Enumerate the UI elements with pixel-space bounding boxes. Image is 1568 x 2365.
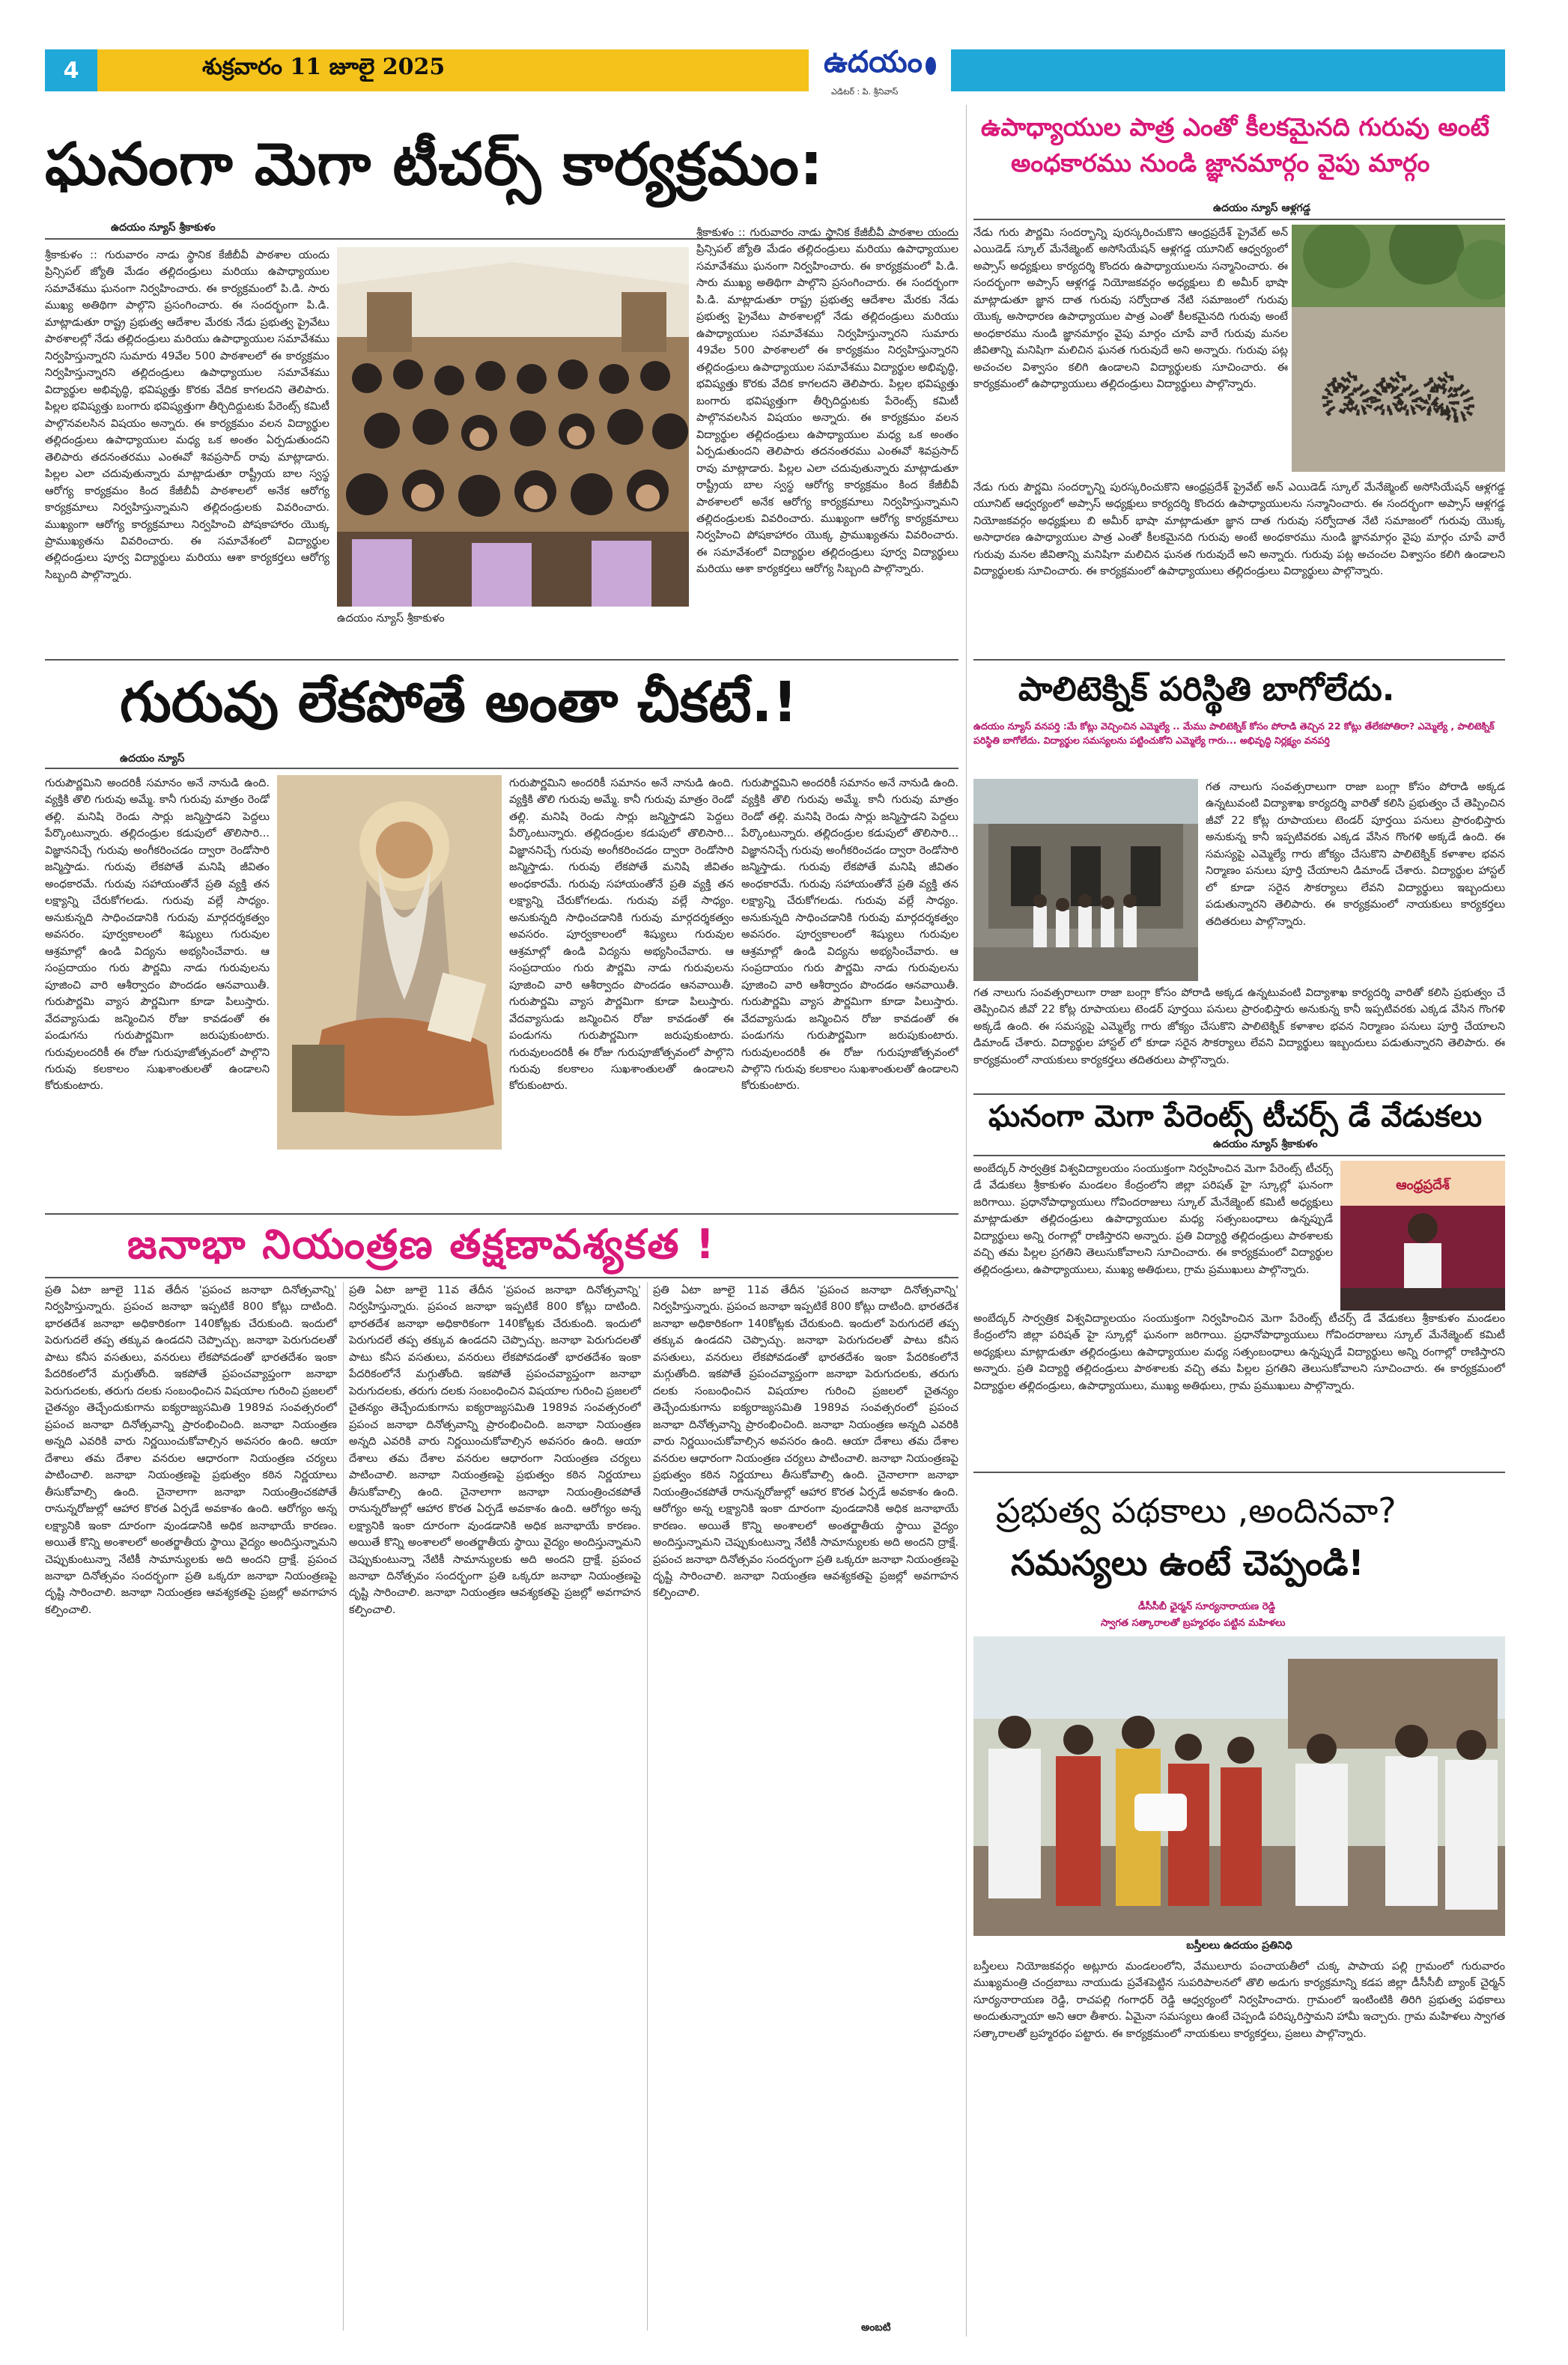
story3-col1: గురుపౌర్ణమిని అందరికీ సమానం అనే నానుడి ఉంది. వ్యక్తికి తొలి గురువు అమ్మే. కానీ గురువు మాత్రం రెండో తల్లి. మనిషి రెండు సార్లు జన్మిస్తాడని పెద్దలు పేర్కొంటున్నారు. తల్లిదండ్రుల కడుపులో తొలిసారి... విజ్ఞాననిచ్చే గురువు అంగీకరించడం ద్వారా రెండోసారి జన్మిస్తాడు. గురువు లేకపోతే మనిషి జీవితం అంధకారమే. గురువు సహాయంతోనే ప్రతి వ్యక్తి తన లక్ష్యాన్ని చేరుకోగలడు. గురువు వల్లే సాధ్యం. అనుకున్నది సాధించడానికి గురువు మార్గదర్శకత్వం అవసరం. పూర్వకాలంలో శిష్యులు గురువుల ఆశ్రమాల్లో ఉండి విద్యను అభ్యసించేవారు. ఆ సంప్రదాయం గురు పౌర్ణమి నాడు గురువులను పూజించి వారి ఆశీర్వాదం పొందడం ఆనవాయితీ. గురుపౌర్ణమి వ్యాస పౌర్ణమిగా కూడా పిలుస్తారు. వేదవ్యాసుడు జన్మించిన రోజు కావడంతో ఈ పండుగను గురుపౌర్ణమిగా జరుపుకుంటారు. గురువులందరికీ ఈ రోజు గురుపూజోత్సవంలో పాల్గొని గురువు కలకాలం సుఖశాంతులతో ఉండాలని కోరుకుంటారు.: [45, 777, 270, 1093]
sage-painting-svg: [277, 775, 502, 1150]
story7-headline-line1: ప్రభుత్వ పథకాలు ,అందినవా?: [996, 1490, 1397, 1531]
story2-headline-line2: అంధకారము నుండి జ్ఞానమార్గం వైపు మార్గం: [1011, 148, 1430, 177]
story3-col3: గురుపౌర్ణమిని అందరికీ సమానం అనే నానుడి ఉంది. వ్యక్తికి తొలి గురువు అమ్మే. కానీ గురువు మాత్రం రెండో తల్లి. మనిషి రెండు సార్లు జన్మిస్తాడని పెద్దలు పేర్కొంటున్నారు. తల్లిదండ్రుల కడుపులో తొలిసారి... విజ్ఞాననిచ్చే గురువు అంగీకరించడం ద్వారా రెండోసారి జన్మిస్తాడు. గురువు లేకపోతే మనిషి జీవితం అంధకారమే. గురువు సహాయంతోనే ప్రతి వ్యక్తి తన లక్ష్యాన్ని చేరుకోగలడు. గురువు వల్లే సాధ్యం. అనుకున్నది సాధించడానికి గురువు మార్గదర్శకత్వం అవసరం. పూర్వకాలంలో శిష్యులు గురువుల ఆశ్రమాల్లో ఉండి విద్యను అభ్యసించేవారు. ఆ సంప్రదాయం గురు పౌర్ణమి నాడు గురువులను పూజించి వారి ఆశీర్వాదం పొందడం ఆనవాయితీ. గురుపౌర్ణమి వ్యాస పౌర్ణమిగా కూడా పిలుస్తారు. వేదవ్యాసుడు జన్మించిన రోజు కావడంతో ఈ పండుగను గురుపౌర్ణమిగా జరుపుకుంటారు. గురువులందరికీ ఈ రోజు గురుపూజోత్సవంలో పాల్గొని గురువు కలకాలం సుఖశాంతులతో ఉండాలని కోరుకుంటారు.: [741, 777, 958, 1093]
story3-byline: ఉదయం న్యూస్: [120, 753, 185, 765]
classroom-photo-svg: [337, 247, 689, 607]
story7-byline-line1: డీసీసీబీ ఛైర్మన్ సూర్యనారాయణ రెడ్డి: [1138, 1601, 1276, 1612]
story1-col2-lower: [337, 610, 689, 652]
story5-col1: అంబేద్కర్ సార్వత్రిక విశ్వవిద్యాలయం సంయుక్తంగా నిర్వహించిన మెగా పేరెంట్స్ టీచర్స్ డే వేడుకలు శ్రీకాకుళం మండలం కేంద్రంలోని జిల్లా పరిషత్ హై స్కూల్లో ఘనంగా జరిగాయి. ప్రధానోపాధ్యాయులు గోవిందరాజులు స్కూల్ మేనేజ్మెంట్ కమిటీ అధ్యక్షులు మాట్లాడుతూ తల్లిదండ్రులు ఉపాధ్యాయుల మధ్య సత్సంబంధాలు ఉన్నప్పుడే విద్యార్థులు అన్ని రంగాల్లో రాణిస్తారని అన్నారు. ప్రతి విద్యార్థి తల్లిదండ్రులు పాఠశాలకు వచ్చి తమ పిల్లల ప్రగతిని తెలుసుకోవాలని సూచించారు. ఈ కార్యక్రమంలో విద్యార్థుల తల్లిదండ్రులు, ఉపాధ్యాయులు, ముఖ్య అతిథులు, గ్రామ ప్రముఖులు పాల్గొన్నారు.: [973, 1163, 1333, 1276]
masthead-logo: [824, 46, 936, 85]
stones-text: గురువు: [1322, 363, 1474, 425]
story4-col-full: గత నాలుగు సంవత్సరాలుగా రాజా బంగ్లా కోసం పోరాడి అక్కడ ఉన్నటువంటి విద్యాశాఖ కార్యదర్శి వారితో కలిసి ప్రభుత్వం చే తెప్పించిన జీవో 22 కోట్ల రూపాయలు టెండర్ పూర్తయి పనులు ప్రారంభిస్తారు అనుకున్న కానీ ఇప్పటివరకు ఎక్కడ వేసిన గొంగళి అక్కడే ఉంది. ఈ సమస్యపై ఎమ్మెల్యే గారు జోక్యం చేసుకొని పాలిటెక్నిక్ కళాశాల భవన నిర్మాణం పనులు పూర్తి చేయాలని డిమాండ్ చేశారు. విద్యార్థుల హాస్టల్ లో కూడా సరైన సౌకర్యాలు లేవని విద్యార్థులు ఇబ్బందులు పడుతున్నారని తెలిపారు. ఈ కార్యక్రమంలో నాయకులు కార్యకర్తలు తదితరులు పాల్గొన్నారు.: [973, 987, 1505, 1066]
banner-text: ఆంధ్రప్రదేశ్: [1396, 1177, 1450, 1193]
story3-headline: గురువు లేకపోతే అంతా చీకటే.!: [120, 670, 798, 735]
page-number: 4: [45, 49, 97, 91]
story7-body: బస్తీలలు నియోజకవర్గం అట్లూరు మండలంలోని, వేములూరు పంచాయతీలో చుక్క పాపాయ పల్లి గ్రామంలో గురువారం ముఖ్యమంత్రి చంద్రబాబు నాయుడు ప్రవేశపెట్టిన సుపరిపాలనలో తొలి అడుగు కార్యక్రమాన్ని కడప జిల్లా డీసీసీబీ బ్యాంక్ చైర్మన్ సూర్యనారాయణ రెడ్డి, రాచపల్లి గంగాధర్ రెడ్డి ఆధ్వర్యంలో నిర్వహించారు. గ్రామంలో ఇంటింటికి తిరిగి ప్రభుత్వ పథకాలు అందుతున్నాయా అని ఆరా తీశారు. ఏమైనా సమస్యలు ఉంటే చెప్పండి పరిష్కరిస్తామని హామీ ఇచ్చారు. గ్రామ మహిళలు స్వాగత సత్కారాలతో బ్రహ్మరథం పట్టారు. ఈ కార్యక్రమంలో నాయకులు కార్యకర్తలు, ప్రజలు పాల్గొన్నారు.: [973, 1961, 1505, 2040]
story2-col-full: నేడు గురు పౌర్ణమి సందర్భాన్ని పురస్కరించుకొని ఆంధ్రప్రదేశ్ ప్రైవేట్ అన్ ఎయిడెడ్ స్కూల్ మేనేజ్మెంట్ అసోసియేషన్ ఆళ్లగడ్డ యూనిట్ ఆధ్వర్యంలో అప్సాస్ అధ్యక్షులు కార్యదర్శి కొందరు ఉపాధ్యాయులను సన్మానించారు. ఈ సందర్భంగా అప్సాస్ ఆళ్లగడ్డ నియోజకవర్గం అధ్యక్షులు బి అమీర్ భాషా మాట్లాడుతూ జ్ఞాన దాత గురువు సర్వోదాత నేటి సమాజంలో గురువు యొక్క అసాధారణ ఉపాధ్యాయుల పాత్ర ఎంతో కీలకమైనది గురువు అంటే అంధకారము నుండి జ్ఞానమార్గం వైపు మార్గం చూపే వారే గురువు మనల జీవితాన్ని మనిషిగా మలిచిన ఘనత గురువుదే అని అన్నారు. గురువు పట్ల అచంచల విశ్వాసం కలిగి ఉండాలని విద్యార్థులకు సూచించారు. ఈ కార్యక్రమంలో ఉపాధ్యాయులు తల్లిదండ్రులు విద్యార్థులు పాల్గొన్నారు.: [973, 482, 1505, 578]
story5-byline: ఉదయం న్యూస్ శ్రీకాకుళం: [1213, 1138, 1318, 1150]
speaker-photo-svg: [1340, 1161, 1505, 1311]
story5-rule: [973, 1155, 1505, 1156]
building-photo-svg: [973, 779, 1198, 981]
story2-headline-line1: ఉపాధ్యాయుల పాత్ర ఎంతో కీలకమైనది గురువు అంటే: [981, 112, 1489, 142]
story3-rule: [45, 768, 958, 769]
story4-byline: ఉదయం న్యూస్ వనపర్తి :మే కోట్లు వెచ్చించిన ఎమ్మెల్యే .. మేము పాలిటెక్నిక్ కోసం పోరాడి తెచ్చిన 22 కోట్లు తేలేకపోతిరా? ఎమ్మెల్యే , పాలిటెక్నిక్ పరిస్థితి బాగోలేదు. విద్యార్థుల సమస్యలను పట్టించుకోని ఎమ్మెల్యే గారు... అభివృద్ధి నిర్లక్ష్యం వనపర్తి: [973, 720, 1495, 747]
story1-col3: శ్రీకాకుళం :: గురువారం నాడు స్థానిక కేజీబీవీ పాఠశాల యందు ప్రిన్సిపల్ జ్యోతి మేడం తల్లిదండ్రులు మరియు ఉపాధ్యాయుల సమావేశము ఘనంగా నిర్వహించారు. ఈ కార్యక్రమంలో పి.డి. సారు ముఖ్య అతిథిగా పాల్గొని ప్రసంగించారు. ఈ సందర్భంగా పి.డి. మాట్లాడుతూ రాష్ట్ర ప్రభుత్వ ఆదేశాల మేరకు నేడు ప్రభుత్వ ప్రైవేటు పాఠశాలల్లో నేడు తల్లిదండ్రులు మరియు ఉపాధ్యాయుల సమావేశము నిర్వహిస్తున్నారని సుమారు 49వేల 500 పాఠశాలలో ఈ కార్యక్రమం నిర్వహిస్తున్నారని తల్లిదండ్రులు ఉపాధ్యాయుల సమావేశము విద్యార్థుల అభివృద్ధి, భవిష్యత్తు కొరకు వేదిక కాగలదని తెలిపారు. పిల్లల భవిష్యత్తు బంగారు భవిష్యత్తుగా తీర్చిదిద్దుటకు పేరెంట్స్ కమిటీ పాల్గొనవలసిన విషయం అన్నారు. ఈ కార్యక్రమం వలన విద్యార్థుల తల్లిదండ్రులు ఉపాధ్యాయుల మధ్య ఒక అంతం ఏర్పడుతుందని తెలిపారు తదనంతరము ఎంఈవో శివప్రసాద్ రావు మాట్లాడారు. పిల్లల ఎలా చదువుతున్నారు మాట్లాడుతూ రాష్ట్రీయ బాల స్వస్థ ఆరోగ్య కార్యక్రమం కింద కేజీబీవీ పాఠశాలలో అనేక ఆరోగ్య కార్యక్రమాలు నిర్వహిస్తున్నామని తల్లిదండ్రులకు వివరించారు. ముఖ్యంగా ఆరోగ్య కార్యక్రమాలు నిర్వహించి పోషకాహారం యొక్క ప్రాముఖ్యతను వివరించారు. ఈ సమావేశంలో విద్యార్థుల తల్లిదండ్రులు పూర్వ విద్యార్థులు మరియు ఆశా కార్యకర్తలు ఆరోగ్య సిబ్బంది పాల్గొన్నారు.: [696, 227, 958, 576]
story1-col1: శ్రీకాకుళం :: గురువారం నాడు స్థానిక కేజీబీవీ పాఠశాల యందు ప్రిన్సిపల్ జ్యోతి మేడం తల్లిదండ్రులు మరియు ఉపాధ్యాయుల సమావేశము ఘనంగా నిర్వహించారు. ఈ కార్యక్రమంలో పి.డి. సారు ముఖ్య అతిథిగా పాల్గొని ప్రసంగించారు. ఈ సందర్భంగా పి.డి. మాట్లాడుతూ రాష్ట్ర ప్రభుత్వ ఆదేశాల మేరకు నేడు ప్రభుత్వ ప్రైవేటు పాఠశాలల్లో నేడు తల్లిదండ్రులు మరియు ఉపాధ్యాయుల సమావేశము నిర్వహిస్తున్నారని సుమారు 49వేల 500 పాఠశాలలో ఈ కార్యక్రమం నిర్వహిస్తున్నారని తల్లిదండ్రులు ఉపాధ్యాయుల సమావేశము విద్యార్థుల అభివృద్ధి, భవిష్యత్తు కొరకు వేదిక కాగలదని తెలిపారు. పిల్లల భవిష్యత్తు బంగారు భవిష్యత్తుగా తీర్చిదిద్దుటకు పేరెంట్స్ కమిటీ పాల్గొనవలసిన విషయం అన్నారు. ఈ కార్యక్రమం వలన విద్యార్థుల తల్లిదండ్రులు ఉపాధ్యాయుల మధ్య ఒక అంతం ఏర్పడుతుందని తెలిపారు తదనంతరము ఎంఈవో శివప్రసాద్ రావు మాట్లాడారు. పిల్లల ఎలా చదువుతున్నారు మాట్లాడుతూ రాష్ట్రీయ బాల స్వస్థ ఆరోగ్య కార్యక్రమం కింద కేజీబీవీ పాఠశాలలో అనేక ఆరోగ్య కార్యక్రమాలు నిర్వహిస్తున్నామని తల్లిదండ్రులకు వివరించారు. ముఖ్యంగా ఆరోగ్య కార్యక్రమాలు నిర్వహించి పోషకాహారం యొక్క ప్రాముఖ్యతను వివరించారు. ఈ సమావేశంలో విద్యార్థుల తల్లిదండ్రులు పూర్వ విద్యార్థులు మరియు ఆశా కార్యకర్తలు ఆరోగ్య సిబ్బంది పాల్గొన్నారు.: [45, 249, 329, 581]
logo-dot-icon: [926, 57, 936, 75]
story2-col1: నేడు గురు పౌర్ణమి సందర్భాన్ని పురస్కరించుకొని ఆంధ్రప్రదేశ్ ప్రైవేట్ అన్ ఎయిడెడ్ స్కూల్ మేనేజ్మెంట్ అసోసియేషన్ ఆళ్లగడ్డ యూనిట్ ఆధ్వర్యంలో అప్సాస్ అధ్యక్షులు కార్యదర్శి కొందరు ఉపాధ్యాయులను సన్మానించారు. ఈ సందర్భంగా అప్సాస్ ఆళ్లగడ్డ నియోజకవర్గం అధ్యక్షులు బి అమీర్ భాషా మాట్లాడుతూ జ్ఞాన దాత గురువు సర్వోదాత నేటి సమాజంలో గురువు యొక్క అసాధారణ ఉపాధ్యాయుల పాత్ర ఎంతో కీలకమైనది గురువు అంటే అంధకారము నుండి జ్ఞానమార్గం వైపు మార్గం చూపే వారే గురువు మనల జీవితాన్ని మనిషిగా మలిచిన ఘనత గురువుదే అని అన్నారు. గురువు పట్ల అచంచల విశ్వాసం కలిగి ఉండాలని విద్యార్థులకు సూచించారు. ఈ కార్యక్రమంలో ఉపాధ్యాయులు తల్లిదండ్రులు విద్యార్థులు పాల్గొన్నారు.: [973, 227, 1288, 391]
story5-top-rule: [973, 1093, 1505, 1095]
story7-top-rule: [973, 1472, 1505, 1473]
story4-photo-building: [973, 779, 1198, 981]
story1-photo-classroom: [337, 247, 689, 607]
story5-col-full: అంబేద్కర్ సార్వత్రిక విశ్వవిద్యాలయం సంయుక్తంగా నిర్వహించిన మెగా పేరెంట్స్ టీచర్స్ డే వేడుకలు శ్రీకాకుళం మండలం కేంద్రంలోని జిల్లా పరిషత్ హై స్కూల్లో ఘనంగా జరిగాయి. ప్రధానోపాధ్యాయులు గోవిందరాజులు స్కూల్ మేనేజ్మెంట్ కమిటీ అధ్యక్షులు మాట్లాడుతూ తల్లిదండ్రులు ఉపాధ్యాయుల మధ్య సత్సంబంధాలు ఉన్నప్పుడే విద్యార్థులు అన్ని రంగాల్లో రాణిస్తారని అన్నారు. ప్రతి విద్యార్థి తల్లిదండ్రులు పాఠశాలకు వచ్చి తమ పిల్లల ప్రగతిని తెలుసుకోవాలని సూచించారు. ఈ కార్యక్రమంలో విద్యార్థుల తల్లిదండ్రులు, ఉపాధ్యాయులు, ముఖ్య అతిథులు, గ్రామ ప్రముఖులు పాల్గొన్నారు.: [973, 1313, 1505, 1392]
header-date: శుక్రవారం 11 జూలై 2025: [202, 54, 446, 80]
story3-col2: గురుపౌర్ణమిని అందరికీ సమానం అనే నానుడి ఉంది. వ్యక్తికి తొలి గురువు అమ్మే. కానీ గురువు మాత్రం రెండో తల్లి. మనిషి రెండు సార్లు జన్మిస్తాడని పెద్దలు పేర్కొంటున్నారు. తల్లిదండ్రుల కడుపులో తొలిసారి... విజ్ఞాననిచ్చే గురువు అంగీకరించడం ద్వారా రెండోసారి జన్మిస్తాడు. గురువు లేకపోతే మనిషి జీవితం అంధకారమే. గురువు సహాయంతోనే ప్రతి వ్యక్తి తన లక్ష్యాన్ని చేరుకోగలడు. గురువు వల్లే సాధ్యం. అనుకున్నది సాధించడానికి గురువు మార్గదర్శకత్వం అవసరం. పూర్వకాలంలో శిష్యులు గురువుల ఆశ్రమాల్లో ఉండి విద్యను అభ్యసించేవారు. ఆ సంప్రదాయం గురు పౌర్ణమి నాడు గురువులను పూజించి వారి ఆశీర్వాదం పొందడం ఆనవాయితీ. గురుపౌర్ణమి వ్యాస పౌర్ణమిగా కూడా పిలుస్తారు. వేదవ్యాసుడు జన్మించిన రోజు కావడంతో ఈ పండుగను గురుపౌర్ణమిగా జరుపుకుంటారు. గురువులందరికీ ఈ రోజు గురుపూజోత్సవంలో పాల్గొని గురువు కలకాలం సుఖశాంతులతో ఉండాలని కోరుకుంటారు.: [509, 777, 734, 1093]
story7-photo-villagers: [973, 1636, 1505, 1936]
story6-headline: జనాభా నియంత్రణ తక్షణావశ్యకత !: [127, 1221, 716, 1268]
story6-author: అంబటి: [861, 2322, 891, 2334]
story1-col2-text: ఉదయం న్యూస్ శ్రీకాకుళం: [337, 613, 445, 625]
story4-col1: గత నాలుగు సంవత్సరాలుగా రాజా బంగ్లా కోసం పోరాడి అక్కడ ఉన్నటువంటి విద్యాశాఖ కార్యదర్శి వారితో కలిసి ప్రభుత్వం చే తెప్పించిన జీవో 22 కోట్ల రూపాయలు టెండర్ పూర్తయి పనులు ప్రారంభిస్తారు అనుకున్న కానీ ఇప్పటివరకు ఎక్కడ వేసిన గొంగళి అక్కడే ఉంది. ఈ సమస్యపై ఎమ్మెల్యే గారు జోక్యం చేసుకొని పాలిటెక్నిక్ కళాశాల భవన నిర్మాణం పనులు పూర్తి చేయాలని డిమాండ్ చేశారు. విద్యార్థుల హాస్టల్ లో కూడా సరైన సౌకర్యాలు లేవని విద్యార్థులు ఇబ్బందులు పడుతున్నారని తెలిపారు. ఈ కార్యక్రమంలో నాయకులు కార్యకర్తలు తదితరులు పాల్గొన్నారు.: [1206, 781, 1505, 928]
story6-divider-1: [343, 1282, 344, 2331]
villagers-photo-svg: [973, 1636, 1505, 1936]
header-band-right: [951, 49, 1505, 91]
story1-headline: ఘనంగా మెగా టీచర్స్ కార్యక్రమం:: [45, 131, 824, 198]
masthead-tagline: ఎడిటర్ : పి. శ్రీనివాస్: [831, 87, 899, 97]
story5-headline: ఘనంగా మెగా పేరెంట్స్ టీచర్స్ డే వేడుకలు: [988, 1099, 1483, 1134]
story6-col1: ప్రతి ఏటా జూలై 11వ తేదీన 'ప్రపంచ జనాభా దినోత్సవాన్ని' నిర్వహిస్తున్నారు. ప్రపంచ జనాభా ఇప్పటికే 800 కోట్లు దాటింది. భారతదేశ జనాభా అధికారికంగా 140కోట్లకు చేరుకుంది. ఇందులో పెరుగుదలే తప్ప తక్కువ ఉండదని చెప్పొచ్చు. జనాభా పెరుగుదలతో పాటు కనీస వసతులు, వనరులు లేకపోవడంతో భారతదేశం ఇంకా పేదరికంలోనే మగ్గుతోంది. ఇకపోతే ప్రపంచవ్యాప్తంగా జనాభా పెరుగుదలకు, తరుగు దలకు సంబంధించిన విషయాల గురించి ప్రజలలో చైతన్యం తెచ్చేందుకుగాను ఐక్యరాజ్యసమితి 1989వ సంవత్సరంలో ప్రపంచ జనాభా దినోత్సవాన్ని ప్రారంభించింది. జనాభా నియంత్రణ అన్నది ఎవరికి వారు నిర్ణయించుకోవాల్సిన అవసరం ఉంది. ఆయా దేశాలు తమ దేశాల వనరుల ఆధారంగా నియంత్రణ చర్యలు పాటించాలి. జనాభా నియంత్రణపై ప్రభుత్వం కఠిన నిర్ణయాలు తీసుకోవాల్సి ఉంది. చైనాలాగా జనాభా నియంత్రించకపోతే రానున్నరోజుల్లో ఆహార కొరత ఏర్పడే అవకాశం ఉంది. ఆరోగ్యం అన్న లక్ష్యానికి ఇంకా దూరంగా వుండడానికి అధిక జనాభాయే కారణం. అయితే కొన్ని అంశాలలో అంతర్జాతీయ స్థాయి వైద్యం అందిస్తున్నామని చెప్పుకుంటున్నా నేటికీ సామాన్యులకు అది అందని ద్రాక్షే. ప్రపంచ జనాభా దినోత్సవం సందర్భంగా ప్రతి ఒక్కరూ జనాభా నియంత్రణపై దృష్టి సారించాలి. జనాభా నియంత్రణ ఆవశ్యకతపై ప్రజల్లో అవగాహన కల్పించాలి.: [45, 1284, 337, 1616]
story2-photo-stones: [1292, 225, 1505, 472]
story6-col2: ప్రతి ఏటా జూలై 11వ తేదీన 'ప్రపంచ జనాభా దినోత్సవాన్ని' నిర్వహిస్తున్నారు. ప్రపంచ జనాభా ఇప్పటికే 800 కోట్లు దాటింది. భారతదేశ జనాభా అధికారికంగా 140కోట్లకు చేరుకుంది. ఇందులో పెరుగుదలే తప్ప తక్కువ ఉండదని చెప్పొచ్చు. జనాభా పెరుగుదలతో పాటు కనీస వసతులు, వనరులు లేకపోవడంతో భారతదేశం ఇంకా పేదరికంలోనే మగ్గుతోంది. ఇకపోతే ప్రపంచవ్యాప్తంగా జనాభా పెరుగుదలకు, తరుగు దలకు సంబంధించిన విషయాల గురించి ప్రజలలో చైతన్యం తెచ్చేందుకుగాను ఐక్యరాజ్యసమితి 1989వ సంవత్సరంలో ప్రపంచ జనాభా దినోత్సవాన్ని ప్రారంభించింది. జనాభా నియంత్రణ అన్నది ఎవరికి వారు నిర్ణయించుకోవాల్సిన అవసరం ఉంది. ఆయా దేశాలు తమ దేశాల వనరుల ఆధారంగా నియంత్రణ చర్యలు పాటించాలి. జనాభా నియంత్రణపై ప్రభుత్వం కఠిన నిర్ణయాలు తీసుకోవాల్సి ఉంది. చైనాలాగా జనాభా నియంత్రించకపోతే రానున్నరోజుల్లో ఆహార కొరత ఏర్పడే అవకాశం ఉంది. ఆరోగ్యం అన్న లక్ష్యానికి ఇంకా దూరంగా వుండడానికి అధిక జనాభాయే కారణం. అయితే కొన్ని అంశాలలో అంతర్జాతీయ స్థాయి వైద్యం అందిస్తున్నామని చెప్పుకుంటున్నా నేటికీ సామాన్యులకు అది అందని ద్రాక్షే. ప్రపంచ జనాభా దినోత్సవం సందర్భంగా ప్రతి ఒక్కరూ జనాభా నియంత్రణపై దృష్టి సారించాలి. జనాభా నియంత్రణ ఆవశ్యకతపై ప్రజల్లో అవగాహన కల్పించాలి.: [349, 1284, 641, 1616]
story2-byline: ఉదయం న్యూస్ ఆళ్లగడ్డ: [1213, 202, 1311, 214]
page-column-divider: [966, 105, 967, 2337]
story7-byline-line2: స్వాగత సత్కారాలతో బ్రహ్మరథం పట్టిన మహిళలు: [1101, 1618, 1286, 1629]
story3-photo-sage: [277, 775, 502, 1150]
story4-top-rule: [973, 659, 1505, 661]
story1-byline: ఉదయం న్యూస్ శ్రీకాకుళం: [111, 222, 216, 234]
story6-rule: [45, 1277, 958, 1278]
story4-headline: పాలిటెక్నిక్ పరిస్థితి బాగోలేదు.: [1018, 670, 1395, 708]
story6-top-rule: [45, 1213, 958, 1215]
story7-headline-line2: సమస్యలు ఉంటే చెప్పండి!: [1011, 1543, 1364, 1583]
story2-rule: [973, 219, 1505, 220]
logo-text: ఉదయం: [824, 45, 923, 79]
story7-photo-caption: బస్తీలలు ఉదయం ప్రతినిధి: [1186, 1940, 1292, 1952]
story3-top-rule: [45, 659, 958, 661]
stones-photo-svg: [1292, 225, 1505, 472]
story6-col3: ప్రతి ఏటా జూలై 11వ తేదీన 'ప్రపంచ జనాభా దినోత్సవాన్ని' నిర్వహిస్తున్నారు. ప్రపంచ జనాభా ఇప్పటికే 800 కోట్లు దాటింది. భారతదేశ జనాభా అధికారికంగా 140కోట్లకు చేరుకుంది. ఇందులో పెరుగుదలే తప్ప తక్కువ ఉండదని చెప్పొచ్చు. జనాభా పెరుగుదలతో పాటు కనీస వసతులు, వనరులు లేకపోవడంతో భారతదేశం ఇంకా పేదరికంలోనే మగ్గుతోంది. ఇకపోతే ప్రపంచవ్యాప్తంగా జనాభా పెరుగుదలకు, తరుగు దలకు సంబంధించిన విషయాల గురించి ప్రజలలో చైతన్యం తెచ్చేందుకుగాను ఐక్యరాజ్యసమితి 1989వ సంవత్సరంలో ప్రపంచ జనాభా దినోత్సవాన్ని ప్రారంభించింది. జనాభా నియంత్రణ అన్నది ఎవరికి వారు నిర్ణయించుకోవాల్సిన అవసరం ఉంది. ఆయా దేశాలు తమ దేశాల వనరుల ఆధారంగా నియంత్రణ చర్యలు పాటించాలి. జనాభా నియంత్రణపై ప్రభుత్వం కఠిన నిర్ణయాలు తీసుకోవాల్సి ఉంది. చైనాలాగా జనాభా నియంత్రించకపోతే రానున్నరోజుల్లో ఆహార కొరత ఏర్పడే అవకాశం ఉంది. ఆరోగ్యం అన్న లక్ష్యానికి ఇంకా దూరంగా వుండడానికి అధిక జనాభాయే కారణం. అయితే కొన్ని అంశాలలో అంతర్జాతీయ స్థాయి వైద్యం అందిస్తున్నామని చెప్పుకుంటున్నా నేటికీ సామాన్యులకు అది అందని ద్రాక్షే. ప్రపంచ జనాభా దినోత్సవం సందర్భంగా ప్రతి ఒక్కరూ జనాభా నియంత్రణపై దృష్టి సారించాలి. జనాభా నియంత్రణ ఆవశ్యకతపై ప్రజల్లో అవగాహన కల్పించాలి.: [653, 1284, 958, 1600]
story6-divider-2: [647, 1282, 648, 2331]
story5-photo-speaker: [1340, 1161, 1505, 1311]
